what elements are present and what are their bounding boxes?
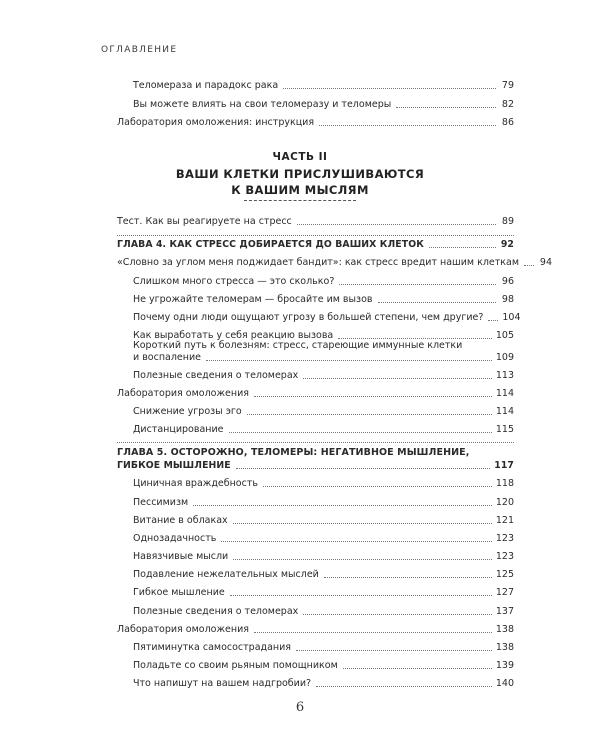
chapter-title-line1: ГЛАВА 5. ОСТОРОЖНО, ТЕЛОМЕРЫ: НЕГАТИВНОЕ МЫШЛЕНИЕ, xyxy=(117,447,470,458)
dot-leader xyxy=(254,632,492,633)
chapter-page: 117 xyxy=(494,460,514,471)
toc-entry-page: 94 xyxy=(539,257,553,268)
toc-entry xyxy=(0,642,600,656)
toc-entry-page: 105 xyxy=(495,330,514,341)
toc-entry xyxy=(0,424,600,438)
chapter-page: 92 xyxy=(500,239,514,250)
toc-entry-page: 140 xyxy=(495,678,514,689)
toc-entry xyxy=(0,312,600,326)
toc-entry-title: Вы можете влиять на свои теломеразу и теломеры xyxy=(133,99,392,110)
toc-entry-page: 137 xyxy=(495,606,514,617)
toc-entry-test xyxy=(0,216,600,230)
toc-entry-page: 109 xyxy=(495,352,514,363)
toc-entry-title: Циничная враждебность xyxy=(133,478,258,489)
toc-entry-title: Гибкое мышление xyxy=(133,587,225,598)
toc-entry-title: Полезные сведения о теломерах xyxy=(133,606,299,617)
dot-leader xyxy=(263,486,492,487)
toc-entry-page: 138 xyxy=(495,624,514,635)
toc-entry-title: Слишком много стресса — это сколько? xyxy=(133,276,335,287)
toc-entry xyxy=(0,294,600,308)
toc-entry xyxy=(0,606,600,620)
toc-entry-title: Лаборатория омоложения xyxy=(117,624,249,635)
dot-leader xyxy=(303,378,492,379)
toc-entry-title: Не угрожайте теломерам — бросайте им вызов xyxy=(133,294,373,305)
toc-entry-title: Однозадачность xyxy=(133,533,217,544)
toc-entry-title: Витание в облаках xyxy=(133,515,228,526)
part-rule-divider xyxy=(244,200,356,201)
toc-entry xyxy=(0,569,600,583)
toc-entry-title: Подавление нежелательных мыслей xyxy=(133,569,319,580)
toc-entry-page: 79 xyxy=(501,80,514,91)
toc-entry xyxy=(0,117,600,131)
dot-leader xyxy=(316,686,492,687)
toc-entry-page: 86 xyxy=(501,117,514,128)
toc-entry-page: 123 xyxy=(495,551,514,562)
toc-entry-page: 82 xyxy=(501,99,514,110)
toc-entry-title: Поладьте со своим рьяным помощником xyxy=(133,660,338,671)
toc-entry-title: «Словно за углом меня поджидает бандит»: как стресс вредит нашим клеткам xyxy=(117,257,520,268)
chapter-title: ГЛАВА 4. КАК СТРЕСС ДОБИРАЕТСЯ ДО ВАШИХ КЛЕТОК xyxy=(117,239,424,250)
toc-entry xyxy=(0,478,600,492)
toc-entry-title: Пессимизм xyxy=(133,497,189,508)
dot-leader xyxy=(324,577,492,578)
section-divider xyxy=(117,442,514,443)
toc-entry-title: Дистанцирование xyxy=(133,424,224,435)
toc-entry xyxy=(0,533,600,547)
dot-leader xyxy=(296,650,492,651)
toc-entry-title-line1: Короткий путь к болезням: стресс, стареющие иммунные клетки xyxy=(133,340,463,351)
dot-leader xyxy=(221,541,492,542)
part-title-line1: ВАШИ КЛЕТКИ ПРИСЛУШИВАЮТСЯ xyxy=(175,167,425,181)
dot-leader xyxy=(378,302,497,303)
toc-entry xyxy=(0,497,600,511)
toc-entry-title: Снижение угрозы эго xyxy=(133,406,242,417)
toc-entry-title: Тест. Как вы реагируете на стресс xyxy=(117,216,292,227)
toc-entry-title: Что напишут на вашем надгробии? xyxy=(133,678,312,689)
toc-entry-page: 115 xyxy=(495,424,514,435)
toc-entry xyxy=(0,660,600,674)
toc-entry xyxy=(0,388,600,402)
toc-entry-page: 114 xyxy=(495,406,514,417)
toc-entry xyxy=(0,624,600,638)
dot-leader xyxy=(396,107,496,108)
dot-leader xyxy=(524,265,534,266)
toc-entry-page: 120 xyxy=(495,497,514,508)
dot-leader xyxy=(254,396,492,397)
dot-leader xyxy=(429,247,496,248)
toc-entry xyxy=(0,352,600,366)
dot-leader xyxy=(230,595,492,596)
dot-leader xyxy=(297,224,496,225)
toc-entry-page: 139 xyxy=(495,660,514,671)
toc-entry-page: 98 xyxy=(501,294,514,305)
section-divider xyxy=(117,235,514,236)
toc-entry-page: 138 xyxy=(495,642,514,653)
toc-entry xyxy=(0,515,600,529)
chapter-heading xyxy=(0,239,600,253)
toc-entry xyxy=(0,370,600,384)
dot-leader xyxy=(283,88,496,89)
toc-entry-page: 113 xyxy=(495,370,514,381)
toc-entry-page: 121 xyxy=(495,515,514,526)
toc-entry xyxy=(0,276,600,290)
dot-leader xyxy=(303,614,492,615)
dot-leader xyxy=(193,505,492,506)
toc-entry-page: 104 xyxy=(502,312,521,323)
toc-entry-title: Полезные сведения о теломерах xyxy=(133,370,299,381)
dot-leader xyxy=(339,284,496,285)
dot-leader xyxy=(247,414,492,415)
toc-entry-page: 114 xyxy=(495,388,514,399)
toc-entry-title: Лаборатория омоложения xyxy=(117,388,249,399)
toc-entry-page: 125 xyxy=(495,569,514,580)
toc-entry xyxy=(0,257,600,271)
dot-leader xyxy=(488,320,498,321)
toc-entry-page: 127 xyxy=(495,587,514,598)
toc-entry-page: 96 xyxy=(501,276,514,287)
toc-entry-page: 118 xyxy=(495,478,514,489)
part-label: ЧАСТЬ II xyxy=(272,151,328,163)
dot-leader xyxy=(338,338,492,339)
toc-entry xyxy=(0,678,600,692)
toc-entry-page: 123 xyxy=(495,533,514,544)
toc-entry xyxy=(0,406,600,420)
toc-entry-page: 89 xyxy=(501,216,514,227)
part-title-line2: К ВАШИМ МЫСЛЯМ xyxy=(231,183,369,197)
dot-leader xyxy=(206,360,492,361)
toc-entry-title: Пятиминутка самосострадания xyxy=(133,642,292,653)
chapter-title-line2: ГИБКОЕ МЫШЛЕНИЕ xyxy=(117,460,231,471)
page-number: 6 xyxy=(295,700,305,715)
chapter-heading xyxy=(0,460,600,474)
dot-leader xyxy=(236,468,491,469)
dot-leader xyxy=(343,668,492,669)
toc-entry xyxy=(0,80,600,94)
toc-entry-title: Лаборатория омоложения: инструкция xyxy=(117,117,315,128)
toc-entry-title-line2: и воспаление xyxy=(133,352,202,363)
toc-entry xyxy=(0,551,600,565)
dot-leader xyxy=(233,559,492,560)
toc-entry-title: Почему одни люди ощущают угрозу в большей степени, чем другие? xyxy=(133,312,484,323)
dot-leader xyxy=(233,523,492,524)
toc-entry-title: Навязчивые мысли xyxy=(133,551,229,562)
running-header: ОГЛАВЛЕНИЕ xyxy=(101,45,178,55)
toc-entry xyxy=(0,99,600,113)
toc-entry-title: Теломераза и парадокс рака xyxy=(133,80,279,91)
dot-leader xyxy=(229,432,492,433)
toc-entry-title: Как выработать у себя реакцию вызова xyxy=(133,330,334,341)
dot-leader xyxy=(319,125,496,126)
toc-entry xyxy=(0,587,600,601)
